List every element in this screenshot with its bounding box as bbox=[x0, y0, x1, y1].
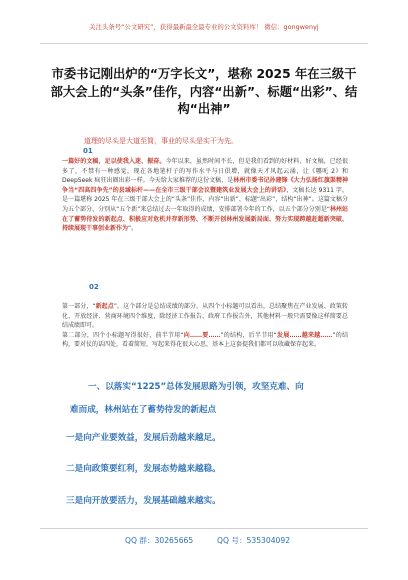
emphasis-text: 向……要…… bbox=[183, 331, 221, 339]
footer-qq-number: QQ 号：535304092 bbox=[217, 536, 291, 545]
paragraph-text: ”。 bbox=[128, 225, 138, 233]
section-number: 01 bbox=[83, 147, 93, 155]
emphasis-text: 发展……越来越…… bbox=[276, 331, 333, 339]
part-one-heading-cont: 难而成，林州站在了蓄势待发的新起点 bbox=[70, 405, 217, 415]
intro-paragraph bbox=[62, 157, 348, 234]
paragraph-text: ”的结构，要对仗的话四处，看着简短，写起来得花很大心思，基本上这套提我们都可以收藏保存起来。 bbox=[62, 331, 348, 349]
emphasis-text: 新起点 bbox=[95, 303, 114, 310]
title-line: 市委书记刚出炉的“万字长文”，堪称 2025 年在三级干 bbox=[51, 67, 357, 81]
subheading: 二是向政策要红利，发展态势越来越稳。 bbox=[66, 464, 221, 474]
paragraph-text: 第一部分，“ bbox=[62, 303, 96, 310]
paragraph-text: 今年以来，虽然时间不长，但是我们看到的好材料、好文稿，已经很多了，不禁有一种感觉，现在各地笔杆子的写作水平与日俱增，就像天才风起云涌，让《哪吒 2》和 DeepSeek 疯狂出圈出彩一样。今天给大家推荐的这份文稿，是 bbox=[62, 158, 348, 185]
paragraph-text: ”的结构，后半节用“ bbox=[220, 331, 277, 339]
paragraph-text: 第二部分，四个小标题写得很好，前半节用“ bbox=[62, 331, 184, 339]
article-title bbox=[50, 66, 358, 119]
lead-quote: 道理的尽头是大道至简，事业的尽头是实干为先。 bbox=[84, 137, 238, 145]
section-list-text: 林州站在了蓄势待发的新起点、积极应对危机并存新形势、不断开创林州发展新局面、努力实现跨越赶超新突破、持续展现干事创业新作为 bbox=[62, 205, 348, 233]
title-line: 构“出神” bbox=[177, 102, 231, 116]
header-banner: 关注头条号“公文研究”，获得最新最全最专业的公文资料库！ 微信：gongwenyj bbox=[89, 24, 319, 31]
speech-title: 林州市委书记孙建锋《大力弘扬红旗渠精神争当“四高四争先”的县域标杆——在全市三级干部会议暨建筑业发展大会上的讲话》 bbox=[62, 177, 348, 194]
emphasis-text: 一篇好的文稿，足以使我入迷、振奋。 bbox=[62, 158, 166, 165]
title-line: 部大会上的“头条”佳作，内容“出新”、标题“出彩”、结 bbox=[50, 84, 358, 99]
footer-divider bbox=[40, 528, 368, 529]
paragraph-text: ，文稿长达 9311 字，是一篇堪称 2025 年在三级干部大会上的“头条”佳作，内容“出新”、标题“出彩”、结构“出神”。这篇文稿分为五个部分，分别从“五个新”来总结过去一年取得的成绩，安排部署今年的工作，以五个部分分别是“ bbox=[62, 186, 349, 213]
part-one-heading: 一、以落实“1225”总体发展思路为引领，攻坚克难、向 bbox=[88, 382, 304, 392]
header-divider bbox=[40, 43, 368, 44]
analysis-paragraph bbox=[62, 302, 348, 350]
subheading: 三是向开放要活力，发展基础越来越实。 bbox=[66, 496, 221, 506]
footer-qq-group: QQ 群：30265665 bbox=[125, 536, 194, 545]
section-number: 02 bbox=[89, 283, 99, 291]
paragraph-text: ”。这个部分是总结成绩的部分，从四个小标题可以看出，总结聚焦在产业发展、政策转化、开放经济、营商环境四个维度，除经济工作报告、政府工作报告外，其他材料一般只需要像这样简要总结成绩即可。 bbox=[62, 303, 348, 330]
subheading: 一是向产业要效益，发展后劲越来越足。 bbox=[66, 433, 221, 443]
